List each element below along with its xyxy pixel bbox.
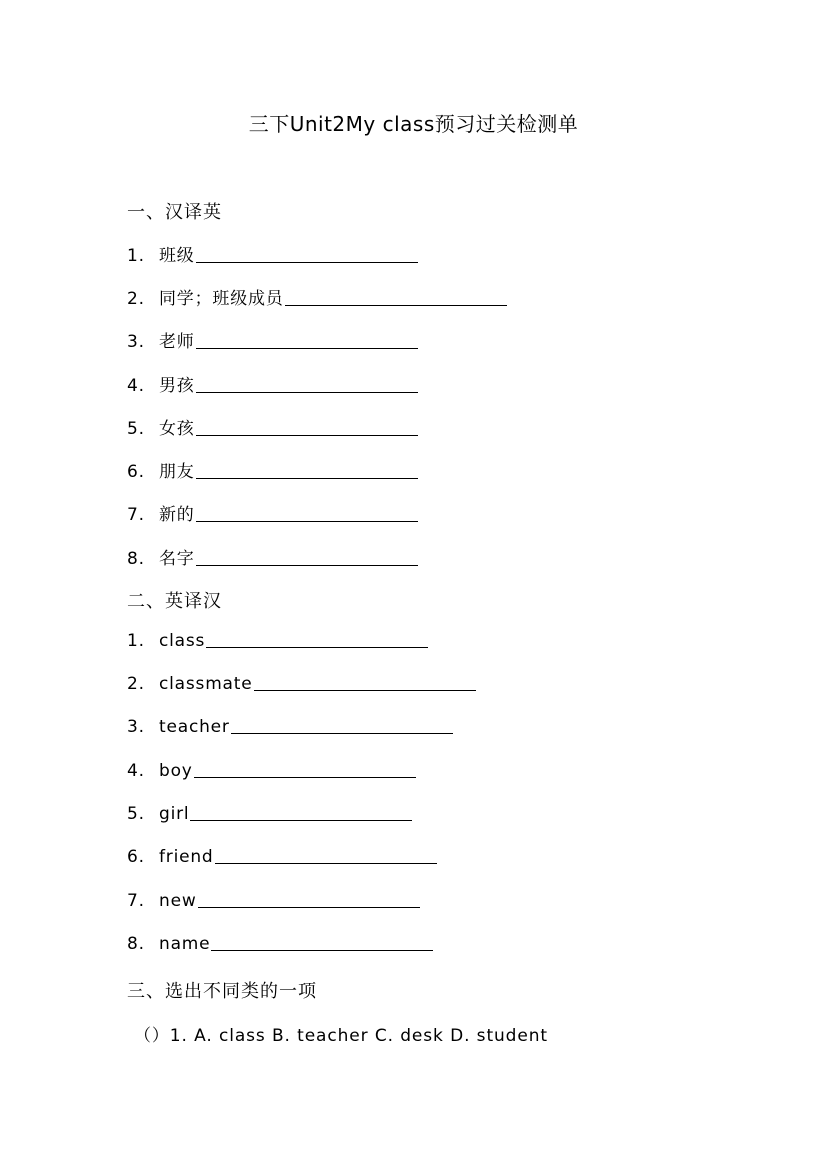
item-text: 男孩	[159, 376, 195, 396]
list-item	[127, 284, 507, 309]
item-number: 4.	[127, 376, 145, 396]
item-text: 朋友	[159, 462, 195, 482]
item-text: girl	[159, 804, 190, 824]
item-text: teacher	[159, 717, 230, 737]
list-item	[127, 717, 453, 737]
list-item	[127, 631, 428, 651]
answer-blank[interactable]	[196, 564, 418, 566]
list-item	[127, 847, 437, 867]
item-number: 7.	[127, 505, 145, 525]
item-text: 班级	[159, 246, 195, 266]
answer-blank[interactable]	[285, 304, 507, 306]
list-item	[127, 327, 418, 352]
list-item	[127, 457, 418, 482]
list-item	[127, 891, 420, 911]
item-number: 1.	[127, 246, 145, 266]
list-item	[127, 544, 418, 569]
item-number: 3.	[127, 332, 145, 352]
item-number: 1.	[127, 631, 145, 651]
answer-blank[interactable]	[215, 862, 437, 864]
section-heading-odd-one-out: 三、选出不同类的一项	[127, 981, 317, 1002]
list-item	[127, 371, 418, 396]
item-text: 新的	[159, 505, 195, 525]
answer-blank[interactable]	[194, 776, 416, 778]
item-number: 2.	[127, 289, 145, 309]
answer-blank[interactable]	[196, 391, 418, 393]
item-number: 5.	[127, 804, 145, 824]
item-number: 7.	[127, 891, 145, 911]
item-text: boy	[159, 761, 193, 781]
list-item	[127, 414, 418, 439]
answer-blank[interactable]	[206, 646, 428, 648]
item-text: 老师	[159, 332, 195, 352]
item-text: 同学；班级成员	[159, 289, 284, 309]
answer-blank[interactable]	[196, 477, 418, 479]
item-number: 3.	[127, 717, 145, 737]
multiple-choice-question: （）1. A. class B. teacher C. desk D. student	[134, 1026, 548, 1046]
section-heading-english-to-chinese: 二、英译汉	[127, 591, 222, 612]
section-heading-chinese-to-english: 一、汉译英	[127, 202, 222, 223]
item-number: 6.	[127, 462, 145, 482]
list-item	[127, 674, 476, 694]
item-text: name	[159, 934, 211, 954]
answer-blank[interactable]	[196, 434, 418, 436]
answer-blank[interactable]	[196, 520, 418, 522]
answer-blank[interactable]	[254, 689, 476, 691]
answer-blank[interactable]	[211, 949, 433, 951]
page-title: 三下Unit2My class预习过关检测单	[248, 112, 579, 136]
list-item	[127, 500, 418, 525]
answer-blank[interactable]	[231, 732, 453, 734]
item-text: new	[159, 891, 197, 911]
answer-blank[interactable]	[196, 261, 418, 263]
list-item	[127, 804, 412, 824]
answer-blank[interactable]	[190, 819, 412, 821]
list-item	[127, 241, 418, 266]
item-text: 名字	[159, 549, 195, 569]
item-number: 2.	[127, 674, 145, 694]
item-text: class	[159, 631, 206, 651]
item-number: 5.	[127, 419, 145, 439]
item-text: friend	[159, 847, 214, 867]
item-number: 4.	[127, 761, 145, 781]
list-item	[127, 934, 433, 954]
item-number: 8.	[127, 934, 145, 954]
answer-blank[interactable]	[196, 347, 418, 349]
item-number: 6.	[127, 847, 145, 867]
answer-blank[interactable]	[198, 906, 420, 908]
item-number: 8.	[127, 549, 145, 569]
item-text: 女孩	[159, 419, 195, 439]
item-text: classmate	[159, 674, 253, 694]
list-item	[127, 761, 416, 781]
